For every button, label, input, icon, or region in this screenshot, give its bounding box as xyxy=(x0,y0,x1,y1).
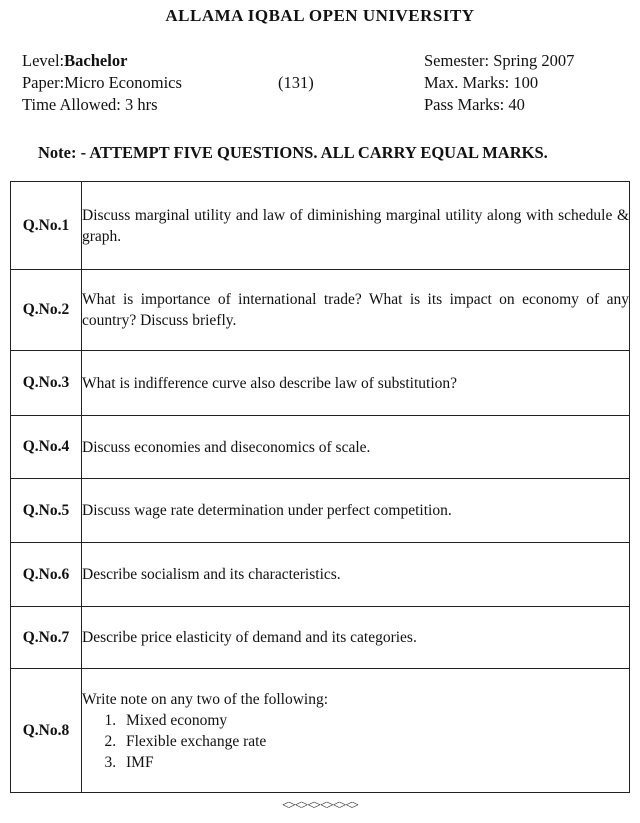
level-value: Bachelor xyxy=(64,51,128,70)
question-number: Q.No.4 xyxy=(11,416,82,479)
question-number: Q.No.7 xyxy=(11,607,82,669)
question-number: Q.No.6 xyxy=(11,543,82,607)
question-number: Q.No.1 xyxy=(11,182,82,270)
question-number: Q.No.2 xyxy=(11,270,82,351)
question-row xyxy=(11,669,630,793)
question-text: Discuss wage rate determination under perfect competition. xyxy=(82,479,630,543)
pass-marks: Pass Marks: 40 xyxy=(424,95,525,114)
exam-info-right xyxy=(424,50,574,116)
question-number: Q.No.8 xyxy=(11,669,82,793)
question-row xyxy=(11,479,630,543)
exam-info-left xyxy=(22,50,182,116)
course-code: (131) xyxy=(278,73,314,92)
university-title: ALLAMA IQBAL OPEN UNIVERSITY xyxy=(165,6,475,25)
list-item: 1. Mixed economy xyxy=(120,710,629,731)
question-row xyxy=(11,270,630,351)
question-text-block xyxy=(82,669,630,793)
question-text: Write note on any two of the following: xyxy=(82,690,329,708)
max-marks: Max. Marks: 100 xyxy=(424,73,539,92)
question-row xyxy=(11,416,630,479)
instructions-note: Note: - ATTEMPT FIVE QUESTIONS. ALL CARRY EQUAL MARKS. xyxy=(38,143,548,162)
list-item: 2. Flexible exchange rate xyxy=(120,731,629,752)
question-number: Q.No.5 xyxy=(11,479,82,543)
list-item: 3. IMF xyxy=(120,752,629,773)
question-row xyxy=(11,351,630,416)
footer-ornament: <><><><><><> xyxy=(282,797,358,812)
question-text: What is importance of international trade? What is its impact on economy of any country? Discuss briefly. xyxy=(82,270,630,351)
question-text: Discuss marginal utility and law of diminishing marginal utility along with schedule & graph. xyxy=(82,182,630,270)
question-text: Discuss economies and diseconomics of scale. xyxy=(82,416,630,479)
question-text: Describe socialism and its characteristics. xyxy=(82,543,630,607)
question-number: Q.No.3 xyxy=(11,351,82,416)
level-label: Level: xyxy=(22,51,65,70)
time-allowed: Time Allowed: 3 hrs xyxy=(22,95,158,114)
question-row xyxy=(11,607,630,669)
level-line xyxy=(22,50,182,72)
question-row xyxy=(11,543,630,607)
questions-table xyxy=(10,181,630,793)
sub-items-list xyxy=(82,710,629,773)
question-row xyxy=(11,182,630,270)
paper-line: Paper:Micro Economics xyxy=(22,73,182,92)
question-text: What is indifference curve also describe law of substitution? xyxy=(82,351,630,416)
question-text: Describe price elasticity of demand and its categories. xyxy=(82,607,630,669)
semester: Semester: Spring 2007 xyxy=(424,51,575,70)
